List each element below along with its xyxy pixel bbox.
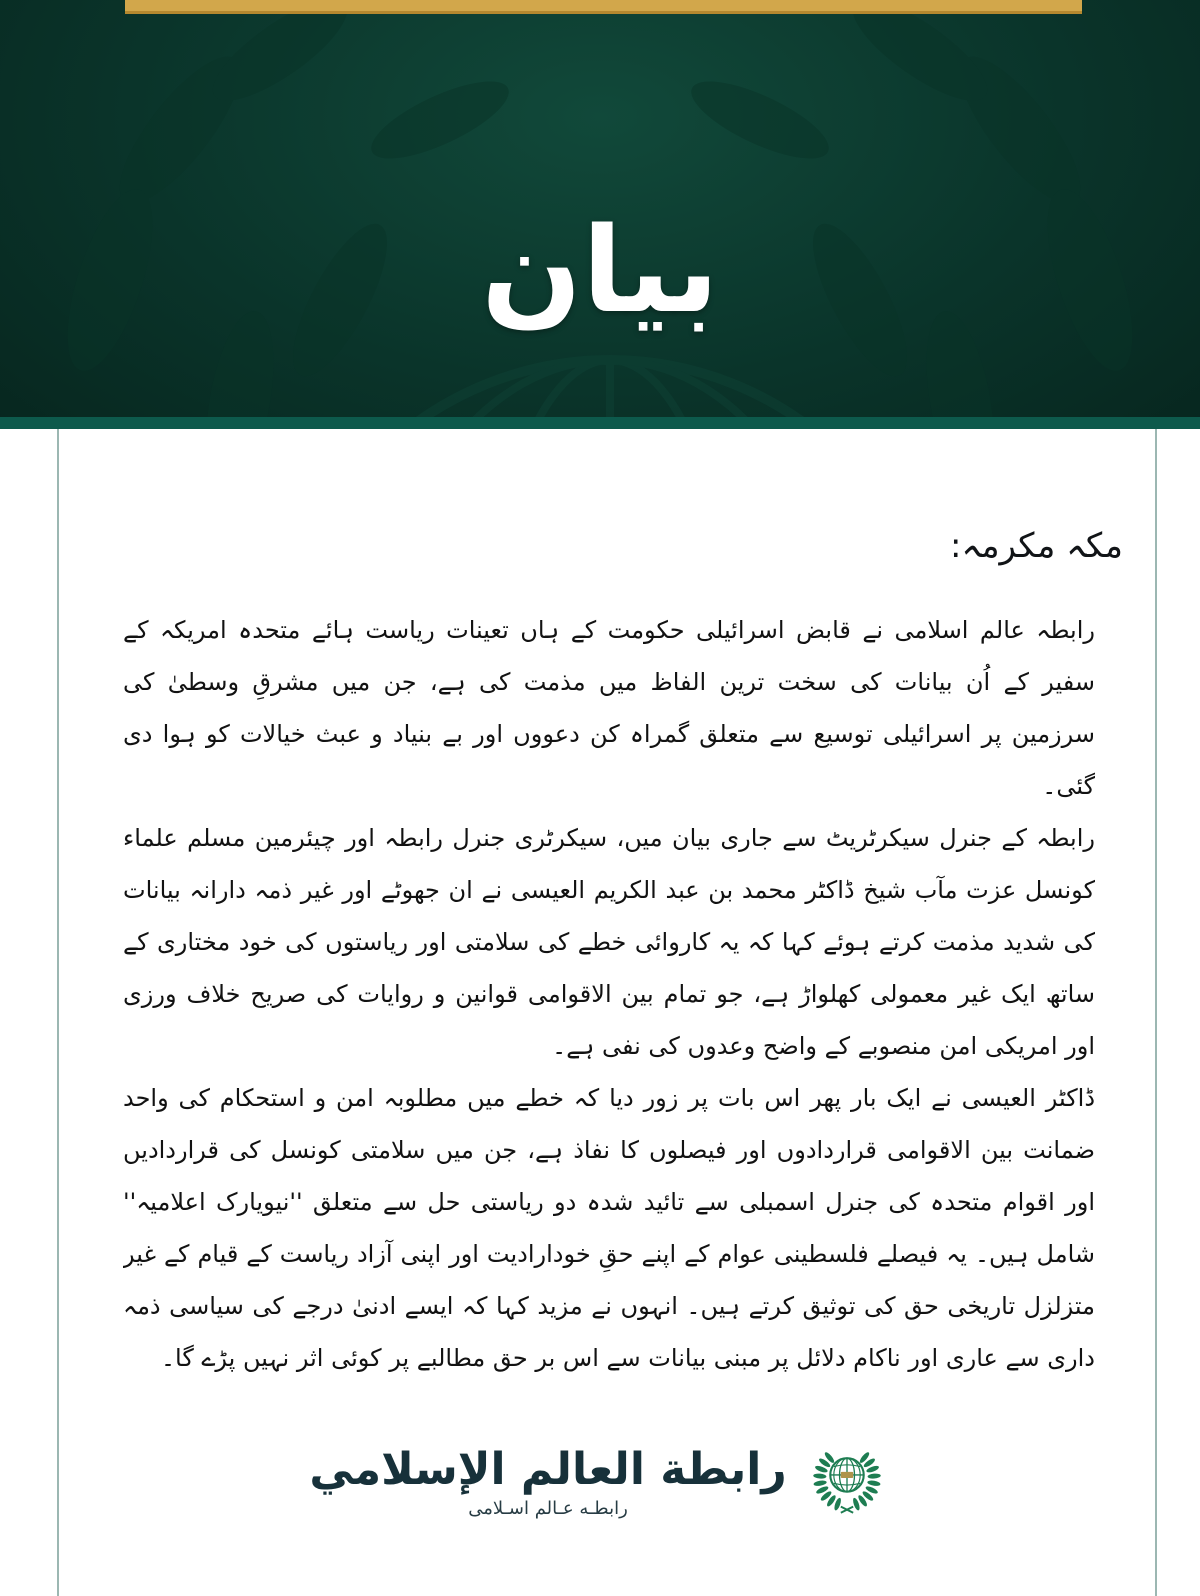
statement-body	[123, 604, 1095, 1384]
laurel-wreath-globe-icon	[803, 1438, 891, 1526]
logo-text-block	[309, 1445, 786, 1519]
statement-paragraph: رابطہ عالم اسلامی نے قابض اسرائیلی حکومت کے ہاں تعینات ریاست ہائے متحدہ امریکہ کے سفیر کے اُن بیانات کی سخت ترین الفاظ میں مذمت کی ہے، جن میں مشرقِ وسطیٰ کی سرزمین پر اسرائیلی توسیع سے متعلق گمراہ کن دعووں اور بے بنیاد و عبث خیالات کو ہوا دی گئی۔	[123, 616, 1095, 800]
logo-arabic-name: رابطة العالم الإسلامي	[309, 1444, 787, 1496]
header-banner	[0, 0, 1200, 417]
logo-urdu-name: رابطـه عـالم اسـلامى	[468, 1497, 628, 1519]
dateline-heading: مکہ مکرمہ:	[949, 526, 1123, 566]
organization-logo	[0, 1438, 1200, 1526]
statement-card	[57, 429, 1157, 1596]
page-title: بيان	[481, 201, 719, 339]
gold-accent-bar	[125, 0, 1082, 14]
statement-paragraph: رابطہ کے جنرل سیکرٹریٹ سے جاری بیان میں، سیکرٹری جنرل رابطہ اور چیئرمین مسلم علماء کونسل عزت مآب شیخ ڈاکٹر محمد بن عبد الکریم العیسی نے ان جھوٹے اور غیر ذمہ دارانہ بیانات کی شدید مذمت کرتے ہوئے کہا کہ یہ کاروائی خطے کی سلامتی اور ریاستوں کی خود مختاری کے ساتھ ایک غیر معمولی کھلواڑ ہے، جو تمام بین الاقوامی قوانین و روایات کی صریح خلاف ورزی اور امریکی امن منصوبے کے واضح وعدوں کی نفی ہے۔	[123, 824, 1095, 1060]
teal-divider-band	[0, 417, 1200, 429]
statement-paragraph: ڈاکٹر العیسی نے ایک بار پھر اس بات پر زور دیا کہ خطے میں مطلوبہ امن و استحکام کی واحد ضمانت بین الاقوامی قراردادوں اور فیصلوں کا نفاذ ہے، جن میں سلامتی کونسل کی قراردادیں اور اقوام متحدہ کی جنرل اسمبلی سے تائید شدہ دو ریاستی حل سے متعلق ''نیویارک اعلامیہ'' شامل ہیں۔ یہ فیصلے فلسطینی عوام کے اپنے حقِ خودارادیت اور اپنی آزاد ریاست کے قیام کے غیر متزلزل تاریخی حق کی توثیق کرتے ہیں۔ انہوں نے مزید کہا کہ ایسے ادنیٰ درجے کی سیاسی ذمہ داری سے عاری اور ناکام دلائل پر مبنی بیانات سے اس بر حق مطالبے پر کوئی اثر نہیں پڑے گا۔	[123, 1084, 1095, 1372]
